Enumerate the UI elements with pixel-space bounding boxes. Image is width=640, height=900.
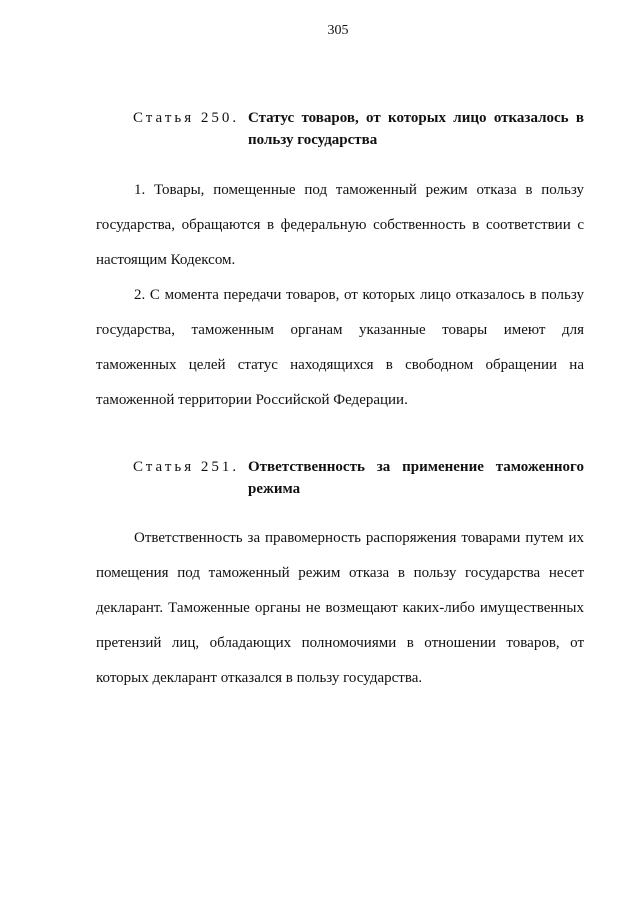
paragraph-line: Ответственность за правомерность распоряжения товарами путем их (134, 530, 584, 546)
article-title-line: режима (248, 481, 301, 497)
paragraph-line: государства, обращаются в федеральную собственность в соответствии с (96, 217, 584, 233)
paragraph-line: претензий лиц, обладающих полномочиями в отношении товаров, от (96, 635, 584, 651)
paragraph-line: помещения под таможенный режим отказа в пользу государства несет (96, 565, 584, 581)
paragraph-line: таможенных целей статус находящихся в свободном обращении на (96, 357, 584, 373)
paragraph-line: таможенной территории Российской Федерации. (96, 392, 408, 408)
article-title-line: Статус товаров, от которых лицо отказалось в (248, 110, 584, 126)
article-title (248, 107, 584, 151)
article-label: Статья 251. (133, 459, 240, 475)
paragraph-line: 2. С момента передачи товаров, от которых лицо отказалось в пользу (134, 287, 584, 303)
article-title (248, 456, 584, 500)
page-number: 305 (327, 23, 349, 38)
article-label: Статья 250. (133, 110, 240, 126)
paragraph-line: настоящим Кодексом. (96, 252, 236, 268)
paragraph-line: 1. Товары, помещенные под таможенный режим отказа в пользу (134, 182, 584, 198)
paragraph-line: государства, таможенным органам указанные товары имеют для (96, 322, 584, 338)
paragraph-line: декларант. Таможенные органы не возмещают каких-либо имущественных (96, 600, 584, 616)
article-title-line: Ответственность за применение таможенного (248, 459, 584, 475)
article-title-line: пользу государства (248, 132, 378, 148)
paragraph-line: которых декларант отказался в пользу государства. (96, 670, 423, 686)
